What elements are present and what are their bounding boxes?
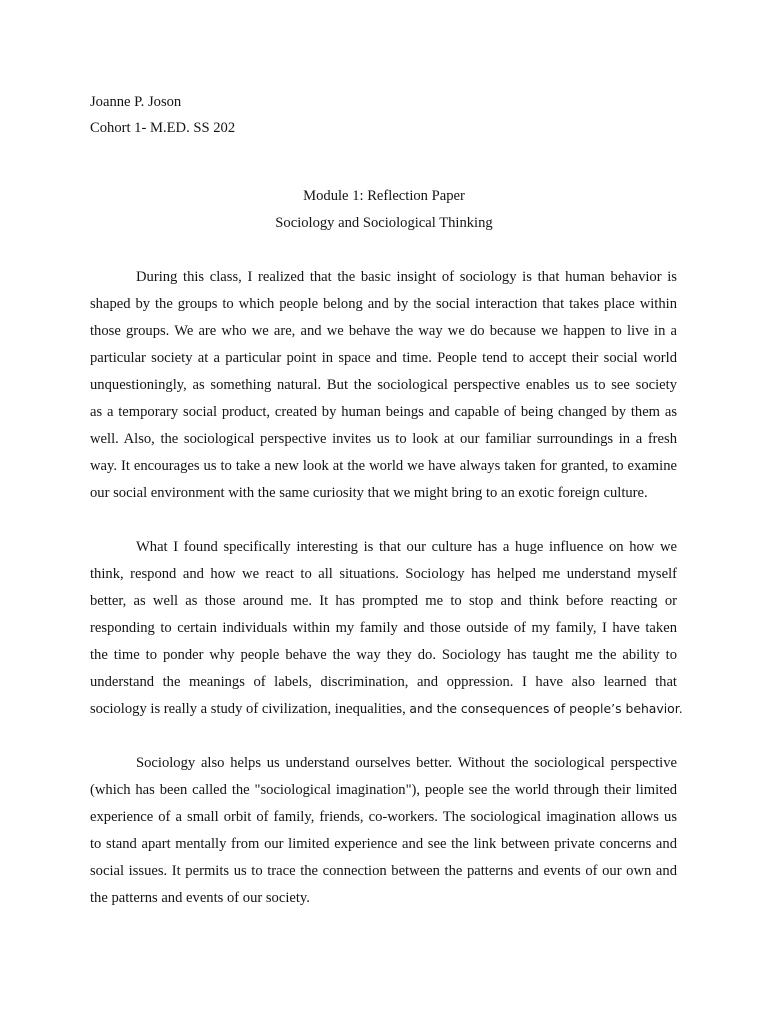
paragraph-line: as a temporary social product, created by human beings and capable of being changed by them as	[90, 404, 677, 420]
course-code: Cohort 1- M.ED. SS 202	[90, 120, 236, 136]
paragraph-line-serif: sociology is really a study of civilization, inequalities,	[90, 701, 410, 717]
paragraph-line: unquestioningly, as something natural. But the sociological perspective enables us to see society	[90, 377, 677, 393]
paragraph-line-sans: and the consequences of people’s behavior.	[409, 701, 683, 716]
paragraph-line: What I found specifically interesting is that our culture has a huge influence on how we	[136, 539, 677, 555]
paragraph-line: the time to ponder why people behave the way they do. Sociology has taught me the ability to	[90, 647, 677, 663]
paragraph-line: better, as well as those around me. It has prompted me to stop and think before reacting or	[90, 593, 677, 609]
paragraph-line: (which has been called the "sociological imagination"), people see the world through their limited	[90, 782, 677, 798]
paragraph-line: way. It encourages us to take a new look at the world we have always taken for granted, to examine	[90, 458, 677, 474]
paragraph-line: During this class, I realized that the basic insight of sociology is that human behavior is	[136, 269, 677, 285]
paper-title: Module 1: Reflection Paper	[303, 188, 465, 204]
paragraph-line: well. Also, the sociological perspective invites us to look at our familiar surroundings in a fresh	[90, 431, 677, 447]
paragraph-line: our social environment with the same curiosity that we might bring to an exotic foreign culture.	[90, 485, 648, 501]
paragraph-line: experience of a small orbit of family, friends, co-workers. The sociological imagination allows us	[90, 809, 677, 825]
paragraph-line: understand the meanings of labels, discrimination, and oppression. I have also learned that	[90, 674, 677, 690]
paper-subtitle: Sociology and Sociological Thinking	[275, 215, 493, 231]
paragraph-line: shaped by the groups to which people belong and by the social interaction that takes place within	[90, 296, 677, 312]
author-name: Joanne P. Joson	[90, 94, 182, 110]
paragraph-line: think, respond and how we react to all situations. Sociology has helped me understand myself	[90, 566, 677, 582]
paragraph-line: the patterns and events of our society.	[90, 890, 310, 906]
paragraph-line: social issues. It permits us to trace the connection between the patterns and events of our own and	[90, 863, 677, 879]
paragraph-line: Sociology also helps us understand ourselves better. Without the sociological perspective	[136, 755, 677, 771]
paragraph-line: those groups. We are who we are, and we behave the way we do because we happen to live in a	[90, 323, 677, 339]
paragraph-line: responding to certain individuals within my family and those outside of my family, I have taken	[90, 620, 677, 636]
paragraph-line: particular society at a particular point in space and time. People tend to accept their social world	[90, 350, 677, 366]
paragraph-line	[90, 702, 683, 717]
paragraph-line: to stand apart mentally from our limited experience and see the link between private concerns and	[90, 836, 677, 852]
